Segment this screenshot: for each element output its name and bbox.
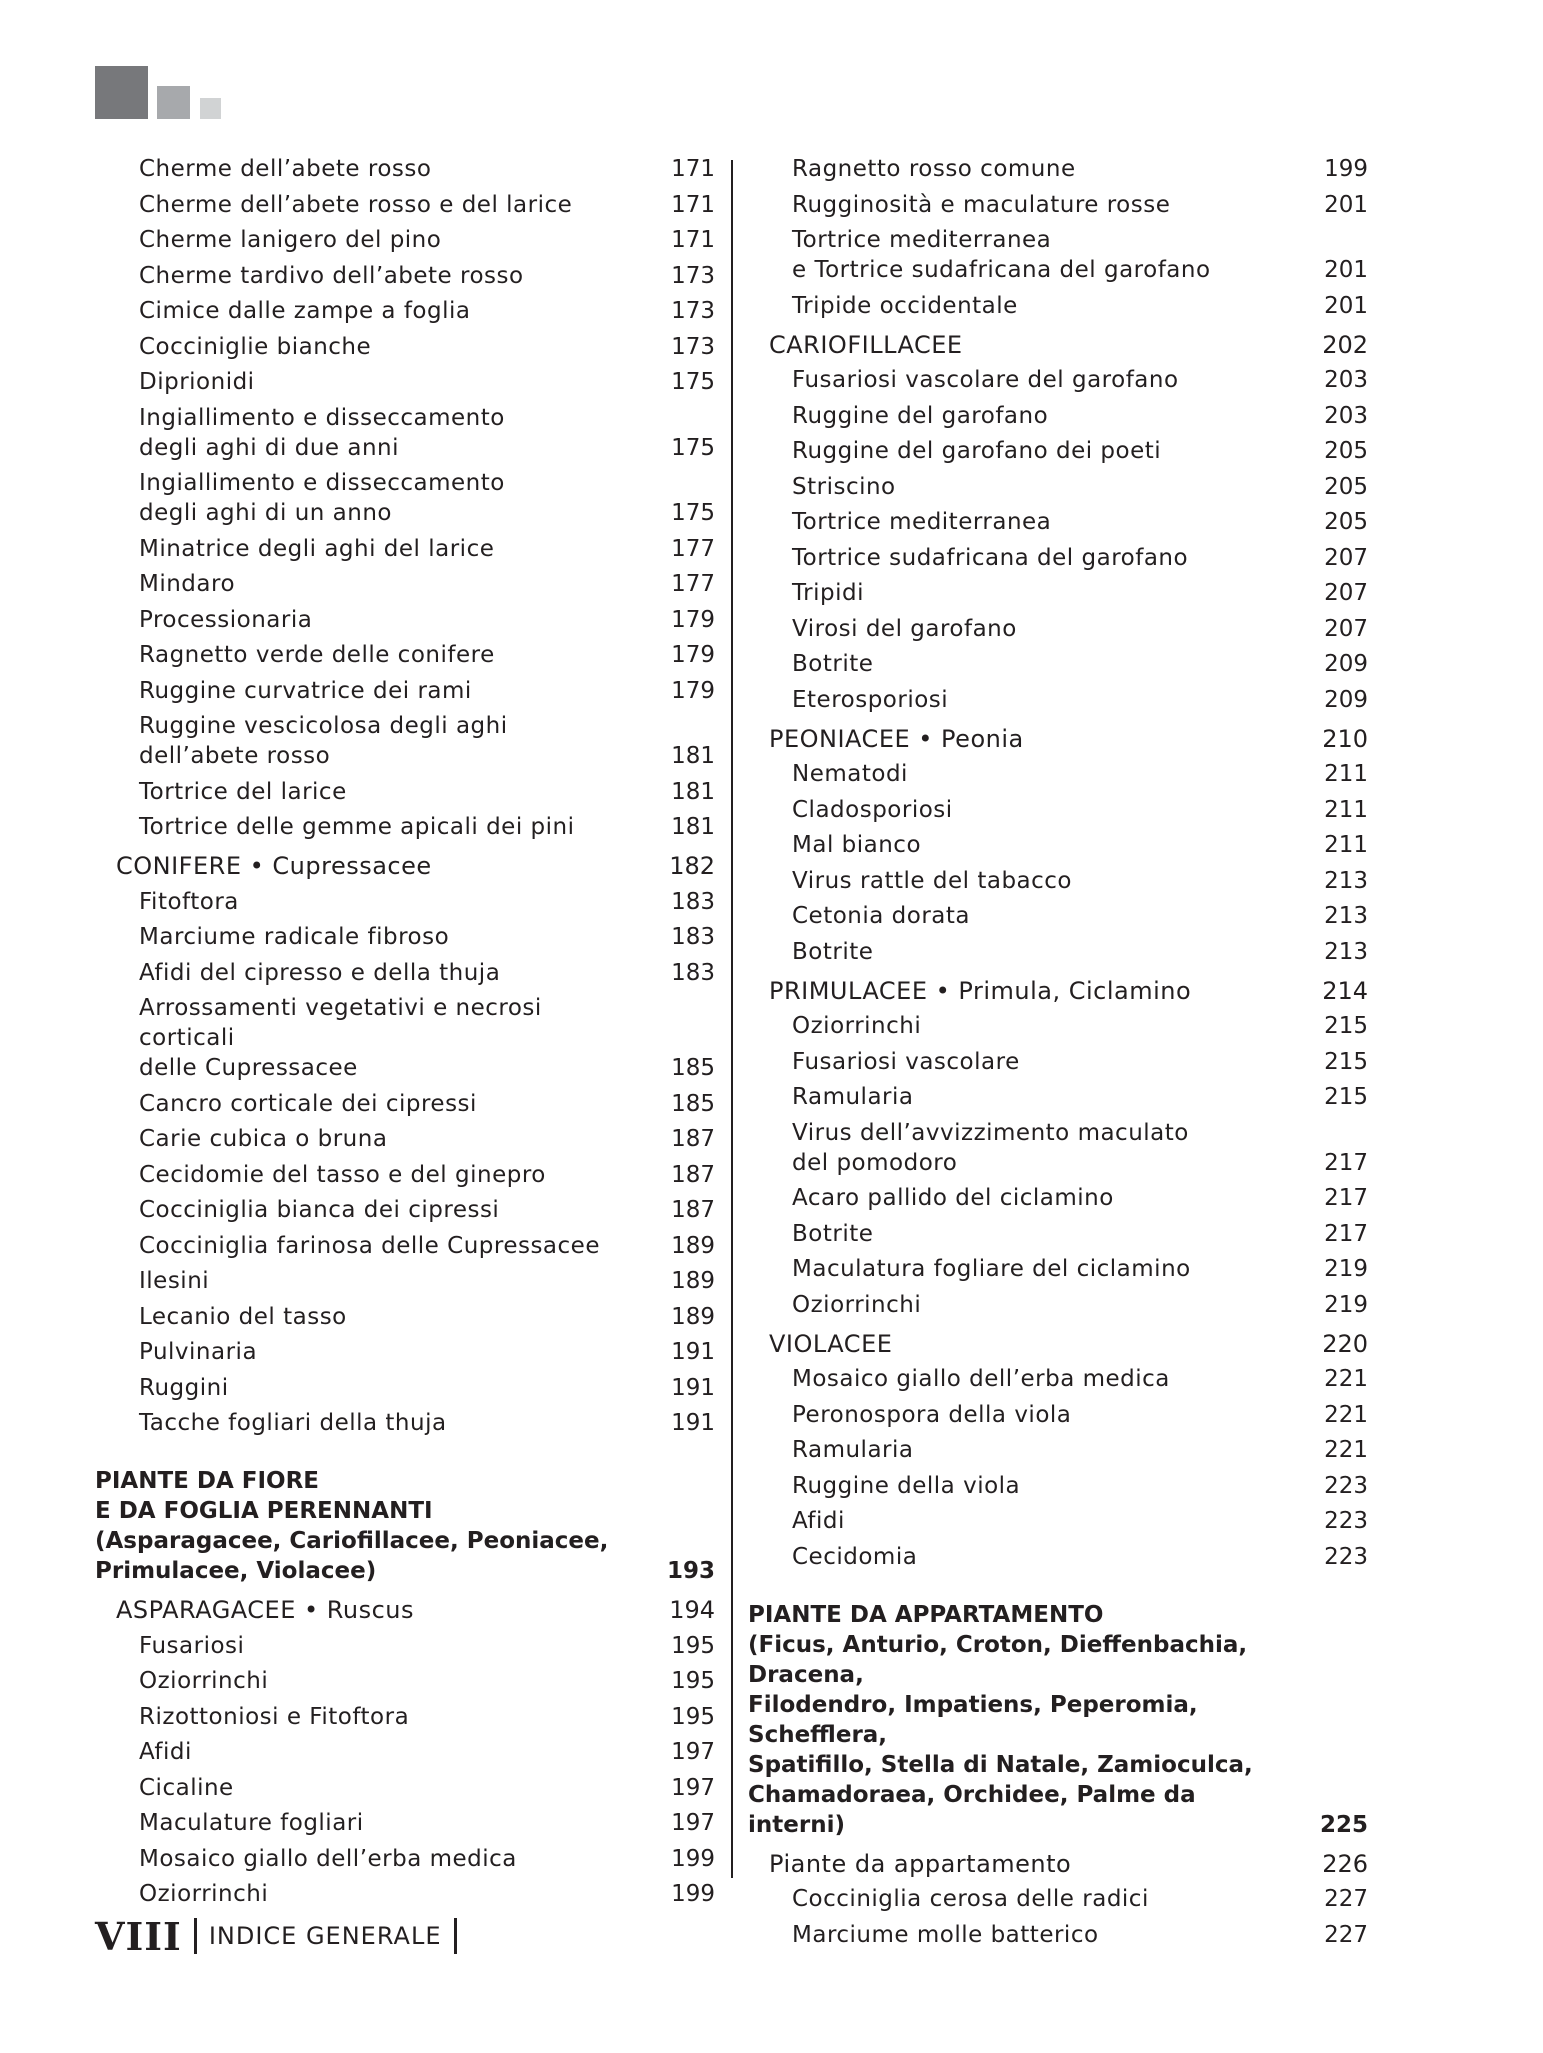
toc-entry-title: Processionaria: [139, 606, 313, 633]
toc-family-heading: [95, 1595, 715, 1625]
toc-entry-title: Ruggini: [139, 1374, 229, 1401]
toc-entry-page: 195: [671, 1703, 715, 1730]
toc-entry-title: Arrossamenti vegetativi e necrosi corticali delle Cupressacee: [139, 995, 542, 1081]
toc-entry: [748, 1364, 1368, 1394]
toc-entry-page: 221: [1324, 1401, 1368, 1428]
toc-entry-page: 179: [671, 677, 715, 704]
toc-entry: [95, 1844, 715, 1874]
toc-entry: [748, 1471, 1368, 1501]
toc-entry: [95, 640, 715, 670]
toc-entry-page: 226: [1322, 1849, 1368, 1878]
toc-entry: [748, 472, 1368, 502]
toc-entry-title: Marciume molle batterico: [792, 1921, 1099, 1948]
toc-entry: [95, 569, 715, 599]
toc-entry: [748, 225, 1368, 285]
toc-entry-page: 201: [1324, 191, 1368, 218]
toc-entry: [95, 887, 715, 917]
toc-entry-title: Virus rattle del tabacco: [792, 867, 1073, 894]
toc-entry-page: 191: [671, 1374, 715, 1401]
toc-entry: [748, 1506, 1368, 1536]
toc-entry-page: 181: [671, 814, 715, 840]
toc-entry-title: PIANTE DA APPARTAMENTO (Ficus, Anturio, Croton, Dieffenbachia, Dracena, Filodendro, Impatiens, Peperomia, Schefflera, Spatifillo, Stella di Natale, Zamioculca, Chamadoraea, Orchidee, Palme da interni): [748, 1601, 1253, 1838]
toc-entry-page: 195: [671, 1632, 715, 1659]
toc-entry-page: 171: [671, 227, 715, 253]
toc-entry-page: 197: [671, 1774, 715, 1801]
toc-entry-title: Ruggine del garofano: [792, 402, 1049, 429]
toc-entry: [95, 711, 715, 771]
toc-entry-title: Eterosporiosi: [792, 686, 949, 713]
toc-entry-page: 217: [1324, 1220, 1368, 1247]
toc-entry-title: Ruggine della viola: [792, 1472, 1021, 1499]
toc-entry-title: Cocciniglia cerosa delle radici: [792, 1886, 1149, 1912]
toc-entry-page: 223: [1324, 1508, 1368, 1534]
toc-entry-title: Cherme dell’abete rosso: [139, 156, 432, 182]
toc-entry-page: 219: [1324, 1291, 1368, 1318]
toc-entry: [748, 1290, 1368, 1320]
toc-entry-page: 203: [1324, 402, 1368, 429]
toc-entry: [748, 1884, 1368, 1914]
toc-entry-page: 223: [1324, 1543, 1368, 1570]
toc-entry-page: 211: [1324, 832, 1368, 858]
toc-entry-title: Ilesini: [139, 1268, 210, 1294]
toc-entry-page: 187: [671, 1197, 715, 1223]
toc-entry-page: 221: [1324, 1366, 1368, 1392]
toc-entry-page: 175: [671, 500, 715, 526]
toc-entry-title: Fusariosi: [139, 1632, 245, 1659]
toc-entry: [748, 937, 1368, 967]
toc-family-heading: [748, 330, 1368, 360]
toc-entry-page: 223: [1324, 1472, 1368, 1499]
toc-entry: [95, 332, 715, 362]
toc-entry: [748, 1082, 1368, 1112]
toc-entry-title: Acaro pallido del ciclamino: [792, 1185, 1114, 1211]
toc-entry-title: Cocciniglie bianche: [139, 333, 372, 360]
toc-entry-title: Cocciniglia bianca dei cipressi: [139, 1197, 500, 1223]
toc-entry-title: Botrite: [792, 651, 874, 677]
toc-entry-title: Afidi: [792, 1508, 845, 1534]
toc-entry-page: 183: [671, 959, 715, 986]
toc-entry: [748, 291, 1368, 321]
toc-entry-page: 177: [671, 571, 715, 597]
toc-entry-title: Cherme dell’abete rosso e del larice: [139, 191, 573, 218]
toc-entry: [748, 507, 1368, 537]
toc-entry-title: Oziorrinchi: [792, 1013, 922, 1039]
toc-entry-title: Ramularia: [792, 1437, 914, 1463]
toc-entry-title: PIANTE DA FIORE E DA FOGLIA PERENNANTI (Asparagacee, Cariofillacee, Peoniacee, Primulacee, Violacee): [95, 1468, 609, 1584]
toc-entry-page: 219: [1324, 1256, 1368, 1282]
toc-entry: [95, 1302, 715, 1332]
toc-entry: [95, 1702, 715, 1732]
toc-entry: [95, 676, 715, 706]
toc-entry-page: 221: [1324, 1437, 1368, 1463]
toc-entry-title: Cancro corticale dei cipressi: [139, 1090, 477, 1117]
toc-entry: [748, 649, 1368, 679]
toc-entry: [748, 759, 1368, 789]
toc-entry: [95, 1124, 715, 1154]
toc-entry-page: 203: [1324, 367, 1368, 393]
toc-entry-title: Tripide occidentale: [792, 292, 1018, 319]
toc-entry-title: Cherme tardivo dell’abete rosso: [139, 262, 524, 289]
toc-entry: [748, 365, 1368, 395]
toc-entry: [748, 543, 1368, 573]
toc-entry: [748, 1435, 1368, 1465]
toc-entry-page: 205: [1324, 509, 1368, 535]
toc-entry-page: 171: [671, 191, 715, 218]
toc-entry-page: 201: [1324, 292, 1368, 319]
toc-entry-page: 217: [1324, 1149, 1368, 1176]
toc-entry-title: Ingiallimento e disseccamento degli aghi di due anni: [139, 404, 505, 461]
toc-entry-page: 191: [671, 1339, 715, 1365]
toc-entry-page: 199: [671, 1845, 715, 1872]
toc-entry-title: Tortrice mediterranea e Tortrice sudafricana del garofano: [792, 227, 1211, 283]
toc-entry-page: 195: [671, 1668, 715, 1694]
toc-entry-title: CARIOFILLACEE: [769, 330, 963, 359]
toc-entry-title: ASPARAGACEE • Ruscus: [116, 1596, 415, 1624]
toc-entry-title: Oziorrinchi: [792, 1291, 922, 1318]
toc-entry-page: 179: [671, 642, 715, 668]
toc-entry-title: Ragnetto rosso comune: [792, 156, 1076, 182]
toc-entry-title: Ingiallimento e disseccamento degli aghi di un anno: [139, 470, 505, 526]
toc-section-heading: [748, 1600, 1368, 1840]
toc-entry: [95, 1737, 715, 1767]
toc-entry-page: 220: [1322, 1329, 1368, 1358]
toc-entry-page: 210: [1322, 724, 1368, 753]
column-divider: [731, 160, 733, 1878]
toc-entry: [95, 1089, 715, 1119]
toc-entry-page: 183: [671, 924, 715, 950]
toc-entry-page: 209: [1324, 651, 1368, 677]
section-label: INDICE GENERALE: [208, 1922, 442, 1950]
toc-entry: [748, 901, 1368, 931]
toc-entry-page: 215: [1324, 1048, 1368, 1075]
toc-left-column: [95, 154, 715, 1909]
toc-family-heading: [95, 851, 715, 881]
toc-entry-title: PEONIACEE • Peonia: [769, 724, 1024, 753]
toc-entry: [95, 296, 715, 326]
toc-entry: [748, 1183, 1368, 1213]
decorative-square-medium: [157, 86, 190, 119]
toc-entry: [748, 1047, 1368, 1077]
toc-entry-page: 205: [1324, 438, 1368, 464]
footer-divider: [194, 1918, 197, 1954]
toc-entry: [95, 922, 715, 952]
toc-entry-page: 189: [671, 1303, 715, 1330]
toc-entry-title: Lecanio del tasso: [139, 1303, 347, 1330]
toc-entry-page: 189: [671, 1232, 715, 1259]
toc-entry-page: 173: [671, 262, 715, 289]
toc-entry-page: 213: [1324, 867, 1368, 894]
toc-entry-title: Cladosporiosi: [792, 796, 953, 823]
toc-entry: [95, 777, 715, 807]
toc-family-heading: [748, 724, 1368, 754]
toc-entry: [95, 1666, 715, 1696]
toc-entry-title: Carie cubica o bruna: [139, 1126, 388, 1152]
toc-entry-title: Tacche fogliari della thuja: [139, 1410, 447, 1436]
toc-entry: [748, 1920, 1368, 1950]
toc-entry: [95, 1195, 715, 1225]
toc-entry-title: Cocciniglia farinosa delle Cupressacee: [139, 1232, 600, 1259]
toc-entry: [748, 614, 1368, 644]
decorative-square-small: [200, 98, 221, 119]
footer-divider-end: [454, 1918, 457, 1954]
toc-entry-title: Fusariosi vascolare: [792, 1048, 1020, 1075]
toc-entry: [95, 367, 715, 397]
toc-entry-page: 193: [666, 1558, 715, 1584]
toc-entry-title: PRIMULACEE • Primula, Ciclamino: [769, 976, 1192, 1005]
toc-entry-page: 211: [1324, 761, 1368, 787]
toc-entry-page: 207: [1324, 544, 1368, 571]
toc-family-heading: [748, 1329, 1368, 1359]
toc-entry-title: Tortrice delle gemme apicali dei pini: [139, 814, 575, 840]
toc-entry-title: Ruggine curvatrice dei rami: [139, 677, 472, 704]
toc-entry: [95, 261, 715, 291]
toc-entry-title: Mosaico giallo dell’erba medica: [792, 1366, 1170, 1392]
toc-entry-title: Cecidomie del tasso e del ginepro: [139, 1161, 546, 1188]
toc-entry: [95, 1373, 715, 1403]
toc-entry: [95, 190, 715, 220]
toc-entry-page: 213: [1324, 938, 1368, 965]
toc-entry: [748, 1542, 1368, 1572]
toc-entry-title: Fitoftora: [139, 888, 239, 915]
toc-entry-title: Striscino: [792, 473, 896, 500]
toc-entry-page: 185: [671, 1055, 715, 1081]
toc-entry-title: Marciume radicale fibroso: [139, 924, 450, 950]
toc-entry-title: Piante da appartamento: [769, 1849, 1072, 1878]
toc-entry-page: 173: [671, 298, 715, 324]
toc-entry-title: Tripidi: [792, 580, 864, 606]
toc-entry: [748, 685, 1368, 715]
toc-entry-page: 187: [671, 1161, 715, 1188]
toc-entry-page: 187: [671, 1126, 715, 1152]
toc-entry: [95, 1808, 715, 1838]
toc-entry: [748, 795, 1368, 825]
toc-entry: [748, 578, 1368, 608]
page-footer: [95, 1914, 469, 1958]
toc-entry-page: 207: [1324, 580, 1368, 606]
toc-entry-title: Botrite: [792, 1220, 874, 1247]
toc-entry: [95, 1231, 715, 1261]
toc-entry: [95, 1337, 715, 1367]
toc-entry-title: Ramularia: [792, 1084, 914, 1110]
toc-entry-title: Mindaro: [139, 571, 236, 597]
toc-entry-title: Oziorrinchi: [139, 1881, 269, 1907]
toc-entry-title: Afidi del cipresso e della thuja: [139, 959, 501, 986]
toc-entry-title: Tortrice mediterranea: [792, 509, 1052, 535]
toc-family-heading: [748, 976, 1368, 1006]
toc-entry-title: Rugginosità e maculature rosse: [792, 191, 1171, 218]
toc-entry-page: 214: [1322, 976, 1368, 1005]
toc-entry-page: 194: [669, 1596, 715, 1624]
toc-entry-page: 215: [1324, 1013, 1368, 1039]
toc-entry: [95, 468, 715, 528]
toc-entry-title: Fusariosi vascolare del garofano: [792, 367, 1179, 393]
toc-entry-page: 175: [671, 369, 715, 395]
toc-entry-title: Afidi: [139, 1739, 192, 1765]
toc-entry: [95, 1773, 715, 1803]
toc-entry-title: Mosaico giallo dell’erba medica: [139, 1845, 517, 1872]
toc-entry-page: 199: [671, 1881, 715, 1907]
toc-entry: [748, 866, 1368, 896]
toc-entry-page: 171: [671, 156, 715, 182]
toc-entry: [748, 830, 1368, 860]
toc-entry-title: Nematodi: [792, 761, 908, 787]
toc-entry: [95, 993, 715, 1083]
toc-entry-page: 211: [1324, 796, 1368, 823]
toc-right-column: [748, 154, 1368, 1950]
toc-entry: [95, 605, 715, 635]
toc-entry-title: Pulvinaria: [139, 1339, 258, 1365]
toc-entry-title: Tortrice sudafricana del garofano: [792, 544, 1189, 571]
toc-entry-page: 182: [669, 852, 715, 880]
toc-entry: [748, 190, 1368, 220]
toc-entry: [95, 1160, 715, 1190]
toc-entry: [748, 1400, 1368, 1430]
toc-entry: [748, 401, 1368, 431]
toc-entry: [95, 958, 715, 988]
toc-entry: [748, 1254, 1368, 1284]
toc-entry-page: 225: [1319, 1811, 1368, 1838]
toc-entry-page: 173: [671, 333, 715, 360]
toc-entry-page: 227: [1324, 1921, 1368, 1948]
toc-entry-page: 179: [671, 606, 715, 633]
toc-entry-page: 202: [1322, 330, 1368, 359]
toc-entry-page: 205: [1324, 473, 1368, 500]
toc-entry-page: 207: [1324, 615, 1368, 642]
toc-entry: [95, 1631, 715, 1661]
toc-entry-title: Mal bianco: [792, 832, 922, 858]
toc-entry-page: 177: [671, 535, 715, 562]
toc-entry-title: CONIFERE • Cupressacee: [116, 852, 432, 880]
toc-entry-title: Ruggine del garofano dei poeti: [792, 438, 1162, 464]
toc-entry-page: 185: [671, 1090, 715, 1117]
toc-entry-page: 197: [671, 1810, 715, 1836]
toc-entry-title: Maculatura fogliare del ciclamino: [792, 1256, 1191, 1282]
toc-entry-title: Cimice dalle zampe a foglia: [139, 298, 471, 324]
toc-entry-title: Maculature fogliari: [139, 1810, 364, 1836]
toc-family-heading: [748, 1849, 1368, 1879]
toc-entry: [748, 154, 1368, 184]
toc-entry: [95, 1266, 715, 1296]
page-number: VIII: [95, 1913, 182, 1959]
toc-entry: [95, 534, 715, 564]
toc-entry: [95, 154, 715, 184]
toc-entry-page: 213: [1324, 903, 1368, 929]
toc-entry-page: 201: [1324, 257, 1368, 283]
toc-entry-title: Cherme lanigero del pino: [139, 227, 442, 253]
toc-entry-title: Oziorrinchi: [139, 1668, 269, 1694]
toc-entry: [748, 1011, 1368, 1041]
toc-entry-title: Peronospora della viola: [792, 1401, 1072, 1428]
toc-entry-page: 181: [671, 778, 715, 805]
toc-entry: [748, 1219, 1368, 1249]
toc-entry-title: Diprionidi: [139, 369, 255, 395]
toc-entry-page: 197: [671, 1739, 715, 1765]
toc-entry: [95, 225, 715, 255]
toc-entry: [748, 436, 1368, 466]
toc-entry-title: Virus dell’avvizzimento maculato del pomodoro: [792, 1119, 1189, 1176]
toc-entry-page: 209: [1324, 686, 1368, 713]
toc-section-heading: [95, 1466, 715, 1586]
toc-entry-title: Minatrice degli aghi del larice: [139, 535, 495, 562]
toc-entry-title: Tortrice del larice: [139, 778, 347, 805]
decorative-square-large: [95, 66, 148, 119]
toc-entry: [95, 1879, 715, 1909]
toc-entry-title: Ragnetto verde delle conifere: [139, 642, 495, 668]
toc-entry-page: 181: [671, 743, 715, 769]
toc-entry-page: 199: [1324, 156, 1368, 182]
toc-entry-title: Rizottoniosi e Fitoftora: [139, 1703, 410, 1730]
toc-entry-title: VIOLACEE: [769, 1329, 893, 1358]
toc-entry: [95, 812, 715, 842]
toc-entry-page: 217: [1324, 1185, 1368, 1211]
toc-entry-page: 215: [1324, 1084, 1368, 1110]
toc-entry-title: Virosi del garofano: [792, 615, 1017, 642]
toc-entry-title: Cicaline: [139, 1774, 234, 1801]
toc-entry-title: Cetonia dorata: [792, 903, 971, 929]
toc-entry: [95, 403, 715, 463]
toc-entry-page: 227: [1324, 1886, 1368, 1912]
toc-entry-title: Cecidomia: [792, 1543, 918, 1570]
toc-entry-page: 175: [671, 434, 715, 461]
toc-entry: [95, 1408, 715, 1438]
toc-entry: [748, 1118, 1368, 1178]
toc-entry-title: Botrite: [792, 938, 874, 965]
toc-entry-page: 183: [671, 888, 715, 915]
toc-entry-page: 189: [671, 1268, 715, 1294]
toc-entry-title: Ruggine vescicolosa degli aghi dell’abete rosso: [139, 713, 508, 769]
toc-entry-page: 191: [671, 1410, 715, 1436]
